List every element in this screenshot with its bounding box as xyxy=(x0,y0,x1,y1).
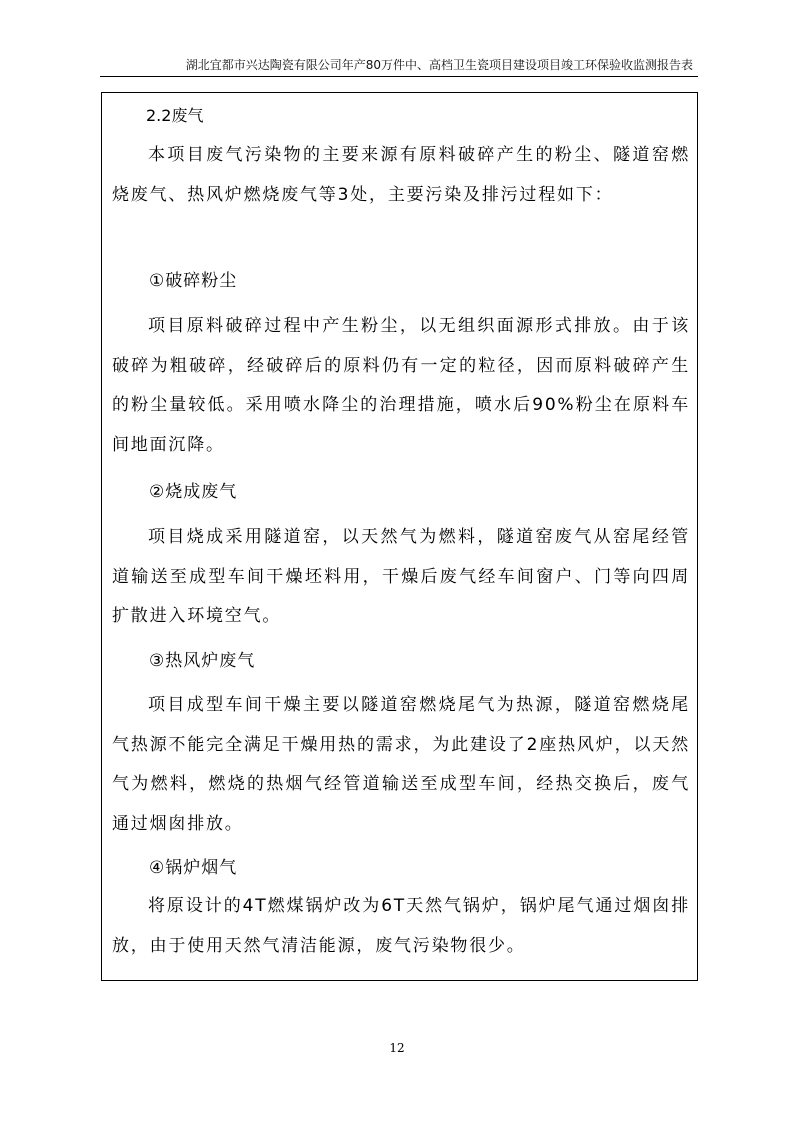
item-text-crushing-dust: 项目原料破碎过程中产生粉尘，以无组织面源形式排放。由于该破碎为粗破碎，经破碎后的原料仍有一定的粒径，因而原料破碎产生的粉尘量较低。采用喷水降尘的治理措施，喷水后90%粉尘在原料车间地面沉降。 xyxy=(112,316,690,455)
item-text-firing-exhaust: 项目烧成采用隧道窑，以天然气为燃料，隧道窑废气从窑尾经管道输送至成型车间干燥坯料用，干燥后废气经车间窗户、门等向四周扩散进入环境空气。 xyxy=(112,527,690,626)
section-heading: 2.2废气 xyxy=(146,106,204,125)
header-rule xyxy=(100,76,698,77)
item-title-boiler-flue-gas: ④锅炉烟气 xyxy=(149,858,238,878)
item-text-boiler-flue-gas: 将原设计的4T燃煤锅炉改为6T天然气锅炉，锅炉尾气通过烟囱排放，由于使用天然气清洁能源，废气污染物很少。 xyxy=(112,896,690,956)
item-text-hot-air-furnace: 项目成型车间干燥主要以隧道窑燃烧尾气为热源，隧道窑燃烧尾气热源不能完全满足干燥用热的需求，为此建设了2座热风炉，以天然气为燃料，燃烧的热烟气经管道输送至成型车间，经热交换后，废气通过烟囱排放。 xyxy=(112,695,690,834)
item-title-hot-air-furnace: ③热风炉废气 xyxy=(149,651,256,671)
document-header: 湖北宜都市兴达陶瓷有限公司年产80万件中、高档卫生瓷项目建设项目竣工环保验收监测报告表 xyxy=(185,58,693,72)
intro-paragraph: 本项目废气污染物的主要来源有原料破碎产生的粉尘、隧道窑燃烧废气、热风炉燃烧废气等3处，主要污染及排污过程如下： xyxy=(112,145,690,205)
item-title-firing-exhaust: ②烧成废气 xyxy=(149,482,238,502)
item-title-crushing-dust: ①破碎粉尘 xyxy=(149,271,238,291)
page-number: 12 xyxy=(389,1041,405,1055)
